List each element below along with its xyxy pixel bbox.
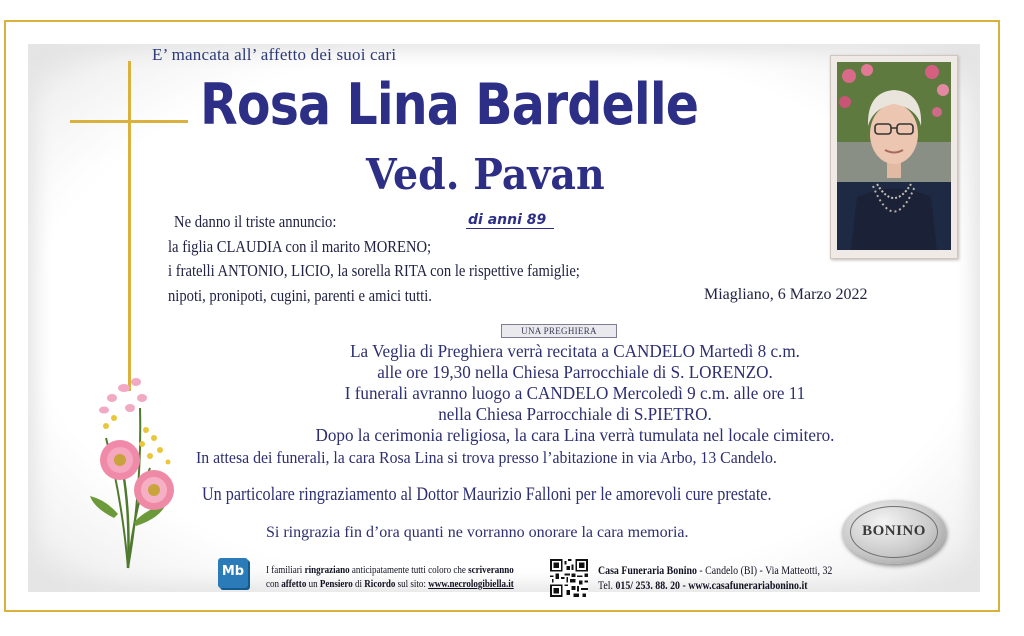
funeral-home-phone: 015/ 253. 88. 20 (615, 580, 681, 592)
age-label: di anni 89 (466, 212, 554, 229)
ceremony-line: alle ore 19,30 nella Chiesa Parrocchiale di S. LORENZO. (377, 362, 773, 382)
announcement-line: la figlia CLAUDIA con il marito MORENO; (168, 236, 432, 256)
announcement-block (168, 210, 580, 308)
necrologi-biella-logo: Mb (218, 558, 248, 588)
funeral-home-site[interactable]: - www.casafunerariabonino.it (680, 580, 808, 592)
intro-text: E’ mancata all’ affetto dei suoi cari (152, 45, 397, 64)
deceased-name: Rosa Lina Bardelle (200, 72, 699, 138)
ceremony-line: I funerali avranno luogo a CANDELO Mercoledì 9 c.m. alle ore 11 (344, 383, 806, 403)
place-date: Miagliano, 6 Marzo 2022 (704, 286, 868, 303)
portrait-photo (837, 62, 951, 250)
widow-of: Ved. Pavan (366, 150, 605, 199)
flower-bouquet-illustration (84, 368, 194, 573)
portrait-illustration (837, 62, 951, 250)
prayer-badge: UNA PREGHIERA (501, 324, 617, 338)
bonino-logo-text: BONINO (862, 523, 926, 539)
wake-location: In attesa dei funerali, la cara Rosa Lina si trova presso l’abitazione in via Arbo, 13 Candelo. (196, 448, 777, 467)
announcement-line: Ne danno il triste annuncio: (174, 212, 337, 231)
announcement-line: i fratelli ANTONIO, LICIO, la sorella RITA con le rispettive famiglie; (168, 261, 580, 280)
funeral-home-name: Casa Funeraria Bonino (598, 565, 697, 577)
qr-code-icon (550, 559, 588, 597)
ceremony-line: Dopo la cerimonia religiosa, la cara Lina verrà tumulata nel locale cimitero. (315, 425, 835, 445)
thanks-text: Un particolare ringraziamento al Dottor Maurizio Falloni per le amorevoli cure prestate. (202, 484, 772, 505)
bonino-logo-badge (842, 500, 946, 564)
cross-vertical-bar (128, 61, 131, 391)
necrologi-site-link[interactable]: www.necrologibiella.it (428, 578, 514, 590)
portrait-frame (830, 55, 958, 259)
cross-horizontal-bar (70, 120, 188, 123)
memory-text: Si ringrazia fin d’ora quanti ne vorranno onorare la cara memoria. (266, 524, 689, 541)
gerbera-flower-bottom (134, 470, 174, 510)
ceremony-line: nella Chiesa Parrocchiale di S.PIETRO. (438, 404, 712, 424)
funeral-home-info: Casa Funeraria Bonino - Candelo (BI) - Via Matteotti, 32 Tel. 015/ 253. 88. 20 - www.casafunerariabonino.it (598, 565, 833, 592)
announcement-line: nipoti, pronipoti, cugini, parenti e amici tutti. (168, 285, 432, 305)
ceremony-block (181, 341, 970, 446)
footer-message: I familiari ringraziano anticipatamente tutti coloro che scriveranno con affetto un Pensiero di Ricordo sul sito: www.necrologibiella.it (266, 564, 514, 590)
ceremony-line: La Veglia di Preghiera verrà recitata a CANDELO Martedì 8 c.m. (350, 341, 800, 361)
gerbera-flower-top (100, 440, 140, 480)
